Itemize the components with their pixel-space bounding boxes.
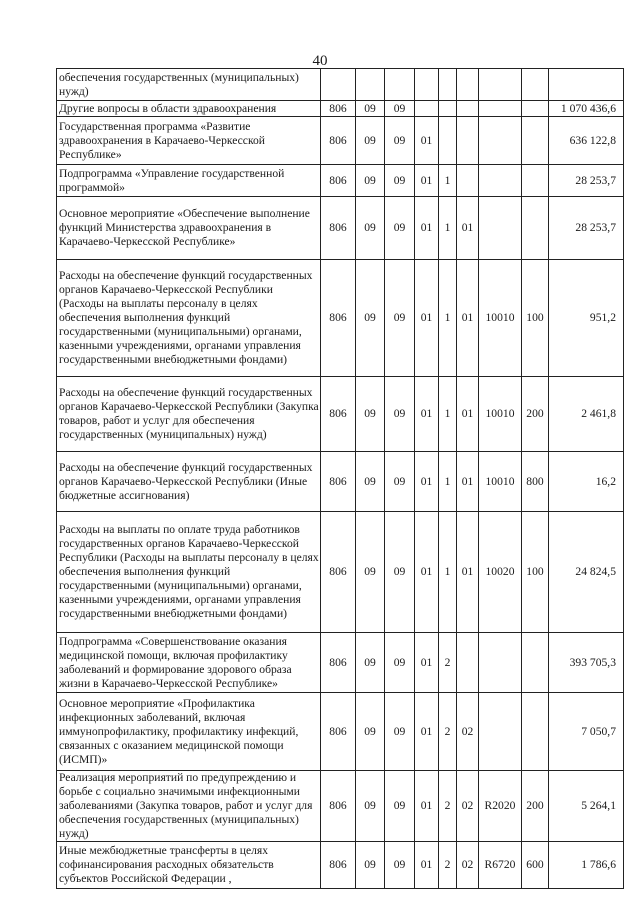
code-ministry: 806 (321, 771, 356, 842)
table-row (57, 165, 624, 197)
code-event: 01 (457, 197, 479, 260)
code-section: 09 (356, 260, 385, 377)
code-program: 01 (415, 165, 439, 197)
code-expense-type: 600 (522, 842, 549, 889)
table-row (57, 693, 624, 771)
code-direction (479, 165, 522, 197)
code-program: 01 (415, 197, 439, 260)
code-expense-type (522, 69, 549, 101)
code-direction: 10010 (479, 260, 522, 377)
code-event: 01 (457, 512, 479, 633)
code-program: 01 (415, 377, 439, 452)
amount: 636 122,8 (549, 117, 624, 165)
code-program: 01 (415, 633, 439, 693)
code-program: 01 (415, 260, 439, 377)
code-direction (479, 117, 522, 165)
code-section: 09 (356, 101, 385, 117)
code-subprogram: 1 (439, 512, 457, 633)
code-ministry: 806 (321, 842, 356, 889)
amount: 393 705,3 (549, 633, 624, 693)
code-subprogram: 2 (439, 633, 457, 693)
code-direction (479, 69, 522, 101)
code-program (415, 101, 439, 117)
code-ministry: 806 (321, 260, 356, 377)
code-ministry: 806 (321, 197, 356, 260)
code-direction: 10010 (479, 377, 522, 452)
code-subsection: 09 (385, 452, 415, 512)
table-row (57, 377, 624, 452)
code-subprogram (439, 69, 457, 101)
code-event (457, 117, 479, 165)
row-name: Подпрограмма «Совершенствование оказания медицинской помощи, включая профилактику заболеваний и формирование здорового образа жизни в Карачаево-Черкесской Республике» (57, 633, 321, 693)
code-program: 01 (415, 693, 439, 771)
code-direction (479, 101, 522, 117)
code-event: 01 (457, 452, 479, 512)
row-name: Иные межбюджетные трансферты в целях софинансирования расходных обязательств субъектов Российской Федерации , (57, 842, 321, 889)
code-event: 02 (457, 842, 479, 889)
row-name: Другие вопросы в области здравоохранения (57, 101, 321, 117)
amount: 28 253,7 (549, 197, 624, 260)
code-expense-type: 100 (522, 260, 549, 377)
code-direction: R6720 (479, 842, 522, 889)
code-subsection: 09 (385, 771, 415, 842)
code-expense-type (522, 633, 549, 693)
code-direction: R2020 (479, 771, 522, 842)
code-section (356, 69, 385, 101)
row-name: обеспечения государственных (муниципальных) нужд) (57, 69, 321, 101)
code-event: 01 (457, 377, 479, 452)
amount: 1 786,6 (549, 842, 624, 889)
table-row (57, 117, 624, 165)
table-row (57, 842, 624, 889)
code-subsection (385, 69, 415, 101)
code-subsection: 09 (385, 101, 415, 117)
code-program (415, 69, 439, 101)
code-section: 09 (356, 377, 385, 452)
code-program: 01 (415, 452, 439, 512)
table-row (57, 633, 624, 693)
code-expense-type (522, 693, 549, 771)
code-expense-type: 800 (522, 452, 549, 512)
code-ministry: 806 (321, 377, 356, 452)
code-section: 09 (356, 452, 385, 512)
code-program: 01 (415, 512, 439, 633)
code-ministry: 806 (321, 101, 356, 117)
row-name: Государственная программа «Развитие здравоохранения в Карачаево-Черкесской Республике» (57, 117, 321, 165)
code-program: 01 (415, 771, 439, 842)
code-event: 02 (457, 693, 479, 771)
budget-table (56, 68, 624, 889)
code-section: 09 (356, 512, 385, 633)
code-expense-type: 100 (522, 512, 549, 633)
code-subprogram: 2 (439, 771, 457, 842)
code-subprogram: 1 (439, 452, 457, 512)
code-subsection: 09 (385, 377, 415, 452)
code-ministry: 806 (321, 165, 356, 197)
amount: 16,2 (549, 452, 624, 512)
code-subprogram: 2 (439, 693, 457, 771)
amount: 951,2 (549, 260, 624, 377)
code-subprogram: 1 (439, 260, 457, 377)
amount: 28 253,7 (549, 165, 624, 197)
code-event (457, 69, 479, 101)
row-name: Основное мероприятие «Профилактика инфекционных заболеваний, включая иммунопрофилактику, профилактику инфекций, связанных с оказанием медицинской помощи (ИСМП)» (57, 693, 321, 771)
code-subprogram: 1 (439, 165, 457, 197)
code-section: 09 (356, 633, 385, 693)
code-program: 01 (415, 117, 439, 165)
code-event: 02 (457, 771, 479, 842)
code-expense-type (522, 101, 549, 117)
table-row (57, 197, 624, 260)
row-name: Расходы на обеспечение функций государственных органов Карачаево-Черкесской Республики (Закупка товаров, работ и услуг для обеспечения государственных (муниципальных) нужд) (57, 377, 321, 452)
amount: 1 070 436,6 (549, 101, 624, 117)
code-subsection: 09 (385, 693, 415, 771)
code-direction: 10010 (479, 452, 522, 512)
code-section: 09 (356, 165, 385, 197)
code-expense-type: 200 (522, 377, 549, 452)
code-direction (479, 197, 522, 260)
code-subprogram: 2 (439, 842, 457, 889)
code-program: 01 (415, 842, 439, 889)
code-ministry: 806 (321, 512, 356, 633)
amount: 2 461,8 (549, 377, 624, 452)
code-subprogram: 1 (439, 197, 457, 260)
code-ministry: 806 (321, 117, 356, 165)
code-subprogram: 1 (439, 377, 457, 452)
code-ministry: 806 (321, 633, 356, 693)
code-expense-type (522, 117, 549, 165)
code-subsection: 09 (385, 633, 415, 693)
code-event (457, 101, 479, 117)
code-subsection: 09 (385, 512, 415, 633)
code-ministry: 806 (321, 452, 356, 512)
code-direction: 10020 (479, 512, 522, 633)
code-subsection: 09 (385, 260, 415, 377)
code-section: 09 (356, 693, 385, 771)
code-expense-type: 200 (522, 771, 549, 842)
code-subsection: 09 (385, 117, 415, 165)
page-number: 40 (312, 53, 328, 69)
amount (549, 69, 624, 101)
code-expense-type (522, 165, 549, 197)
code-section: 09 (356, 117, 385, 165)
code-event: 01 (457, 260, 479, 377)
table-row (57, 260, 624, 377)
code-event (457, 165, 479, 197)
amount: 24 824,5 (549, 512, 624, 633)
row-name: Расходы на обеспечение функций государственных органов Карачаево-Черкесской Республики (Расходы на выплаты персоналу в целях обеспечения выполнения функций государственными (муниципальными) органами, казенными учреждениями, органами управления государственными внебюджетными фондами) (57, 260, 321, 377)
amount: 5 264,1 (549, 771, 624, 842)
table-row (57, 69, 624, 101)
code-subprogram (439, 117, 457, 165)
row-name: Подпрограмма «Управление государственной программой» (57, 165, 321, 197)
code-direction (479, 633, 522, 693)
code-section: 09 (356, 771, 385, 842)
code-expense-type (522, 197, 549, 260)
code-subsection: 09 (385, 842, 415, 889)
row-name: Реализация мероприятий по предупреждению и борьбе с социально значимыми инфекционными заболеваниями (Закупка товаров, работ и услуг для обеспечения государственных (муниципальных) нужд) (57, 771, 321, 842)
code-section: 09 (356, 197, 385, 260)
row-name: Расходы на обеспечение функций государственных органов Карачаево-Черкесской Республики (Иные бюджетные ассигнования) (57, 452, 321, 512)
code-direction (479, 693, 522, 771)
code-subsection: 09 (385, 165, 415, 197)
code-subprogram (439, 101, 457, 117)
table-row (57, 771, 624, 842)
code-ministry (321, 69, 356, 101)
code-subsection: 09 (385, 197, 415, 260)
table-row (57, 101, 624, 117)
table-row (57, 512, 624, 633)
code-event (457, 633, 479, 693)
row-name: Расходы на выплаты по оплате труда работников государственных органов Карачаево-Черкесской Республики (Расходы на выплаты персоналу в целях обеспечения выполнения функций государственными (муниципальными) органами, казенными учреждениями, органами управления государственными внебюджетными фондами) (57, 512, 321, 633)
code-ministry: 806 (321, 693, 356, 771)
row-name: Основное мероприятие «Обеспечение выполнение функций Министерства здравоохранения в Карачаево-Черкесской Республике» (57, 197, 321, 260)
code-section: 09 (356, 842, 385, 889)
amount: 7 050,7 (549, 693, 624, 771)
table-row (57, 452, 624, 512)
